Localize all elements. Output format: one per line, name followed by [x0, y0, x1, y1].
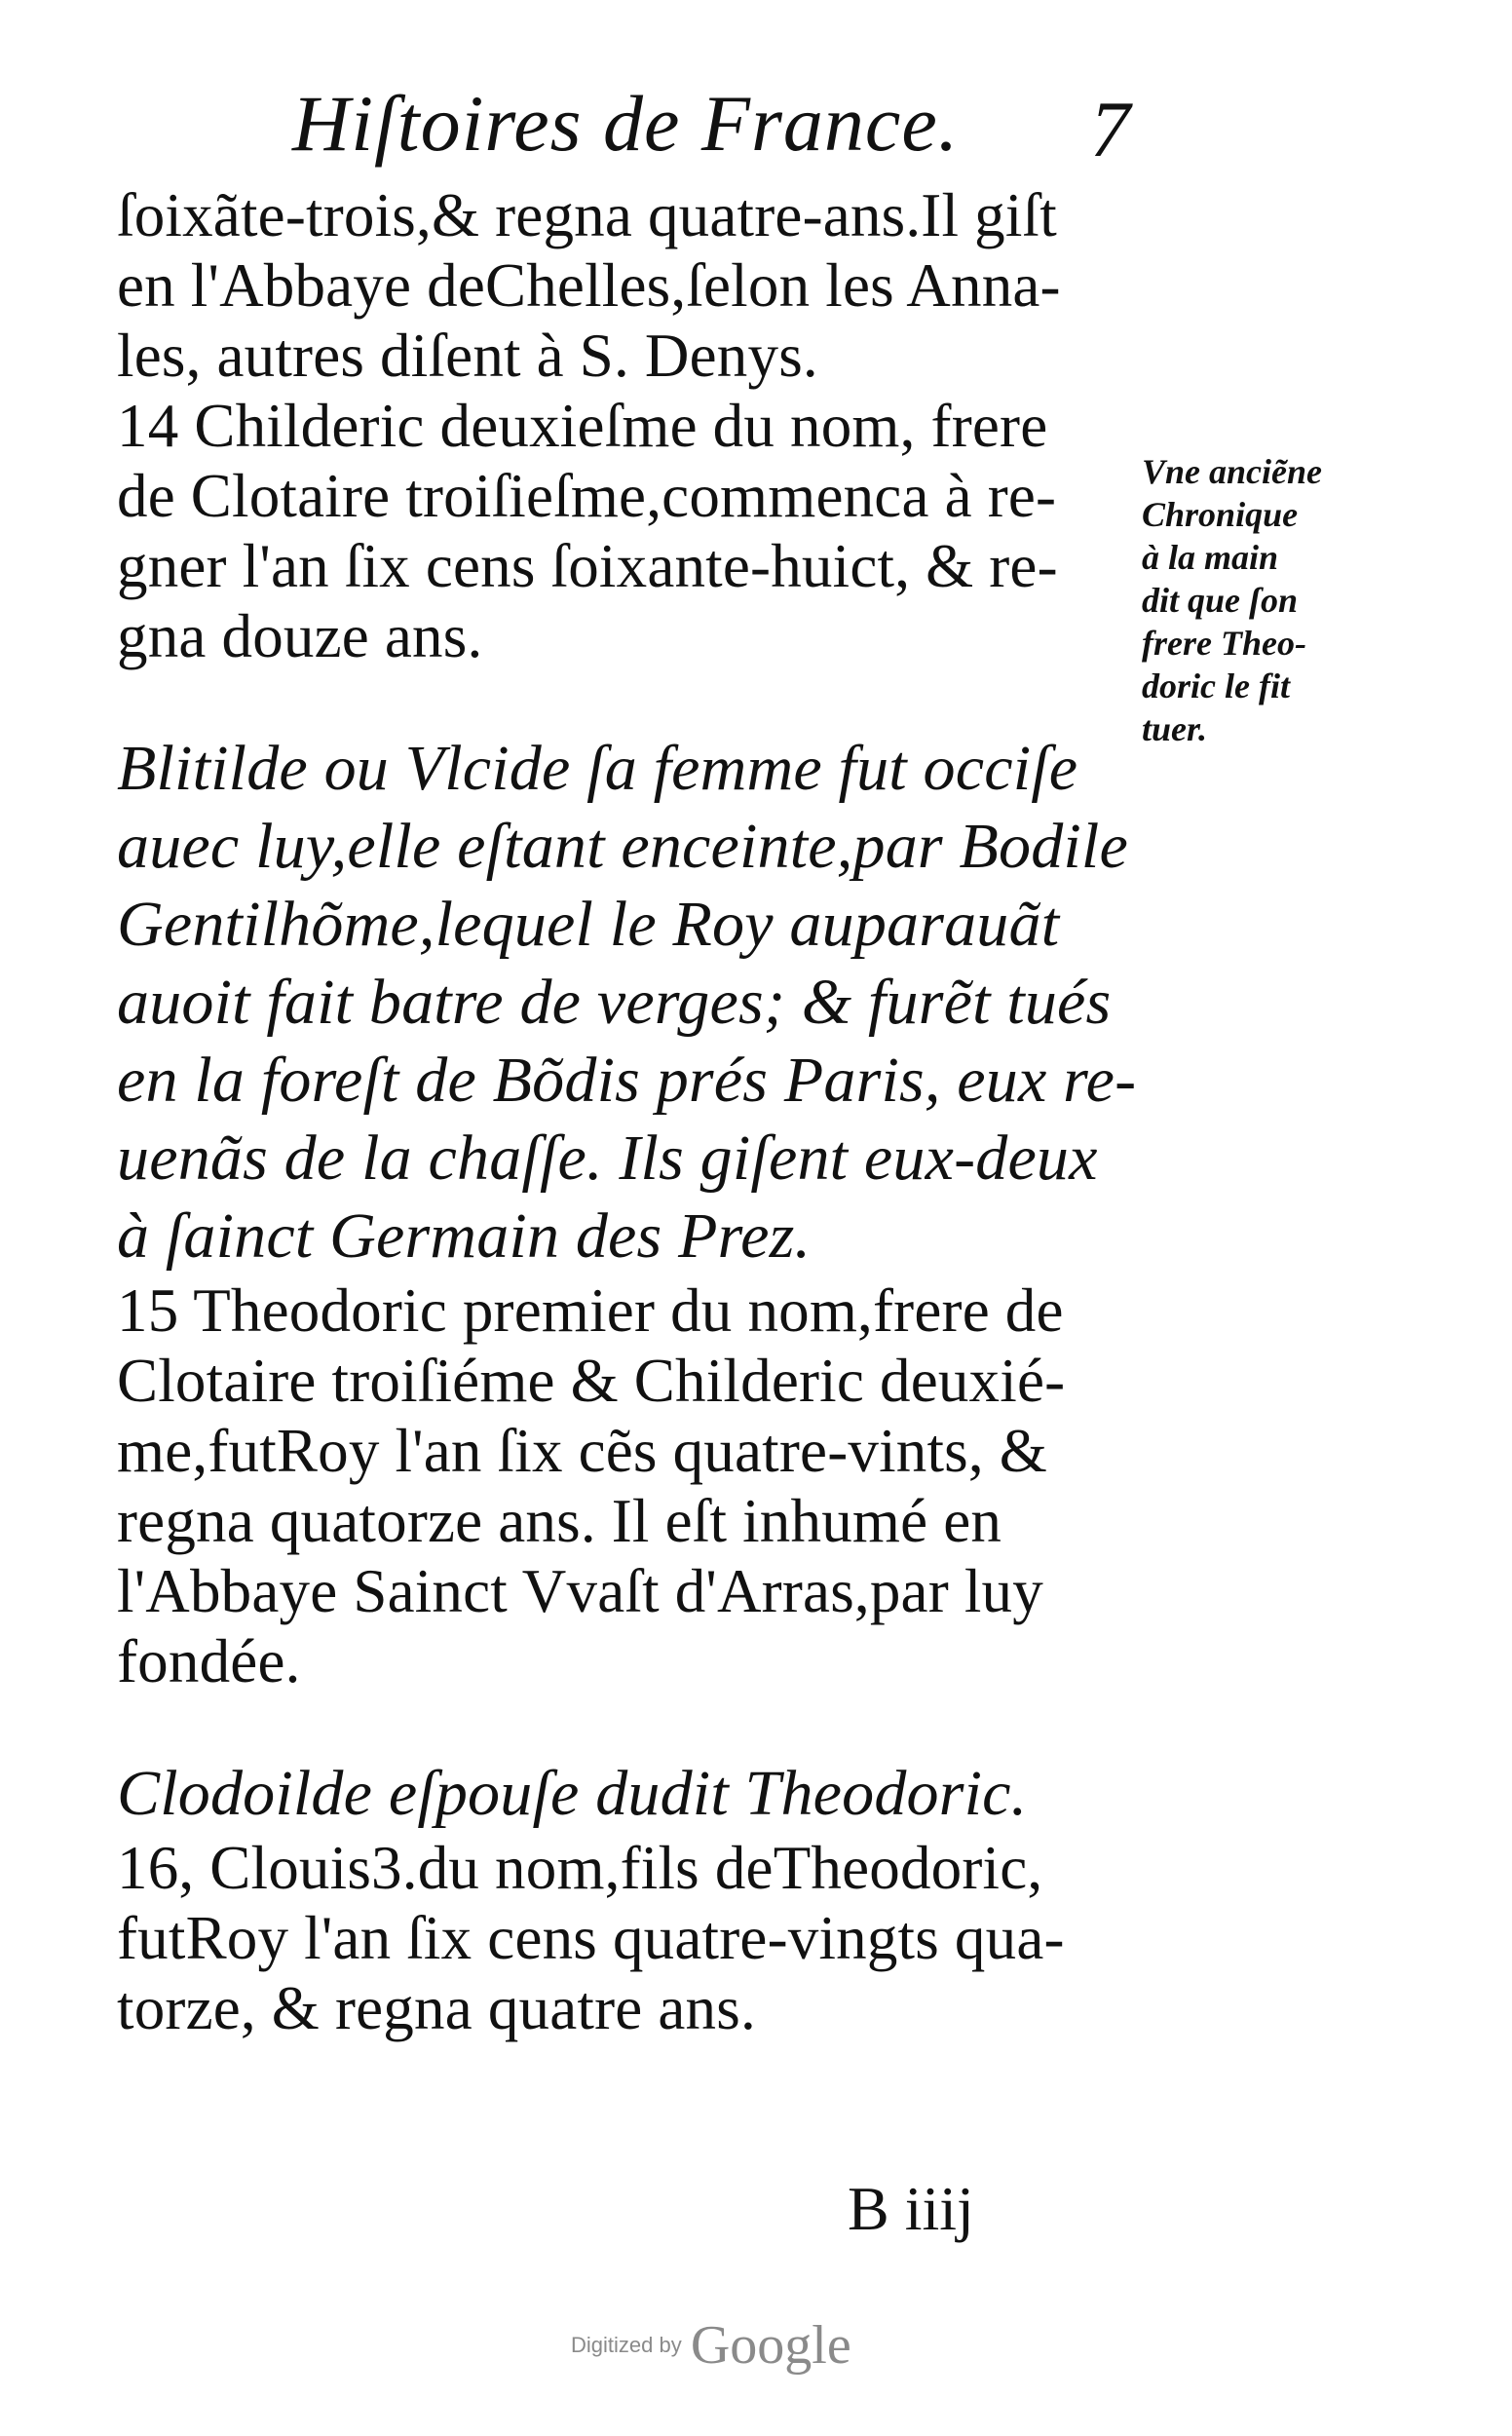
- text-line: l'Abbaye Sainct Vvaſt d'Arras,par luy: [117, 1557, 1043, 1625]
- margin-note-line: frere Theo-: [1142, 624, 1306, 663]
- text-line: 14 Childeric deuxieſme du nom, frere: [117, 392, 1048, 460]
- text-line: de Clotaire troiſieſme,commenca à re-: [117, 462, 1057, 530]
- margin-note-line: dit que ſon: [1142, 581, 1299, 620]
- text-line: en l'Abbaye deChelles,ſelon les Anna-: [117, 251, 1061, 320]
- page-number: 7: [1090, 85, 1130, 173]
- paragraph-clodoilde: [117, 1755, 1130, 1833]
- text-line: Blitilde ou Vlcide ſa femme fut occiſe: [117, 733, 1078, 804]
- paragraph-childeric: [117, 180, 1130, 671]
- text-line: Clodoilde eſpouſe dudit Theodoric.: [117, 1758, 1028, 1829]
- text-line: 16, Clouis3.du nom,fils deTheodoric,: [117, 1834, 1043, 1902]
- text-line: Gentilhõme,lequel le Roy auparauãt: [117, 889, 1060, 960]
- margin-note-line: Vne anciẽne: [1142, 452, 1322, 491]
- text-line: fondée.: [117, 1627, 301, 1695]
- margin-note-line: doric le fit: [1142, 666, 1290, 705]
- text-line: 15 Theodoric premier du nom,frere de: [117, 1276, 1064, 1345]
- paragraph-blitilde: [117, 730, 1137, 1275]
- text-line: ſoixãte-trois,& regna quatre-ans.Il giſt: [117, 181, 1057, 249]
- text-line: gna douze ans.: [117, 602, 483, 670]
- digitized-watermark: [571, 2314, 851, 2377]
- text-line: me,futRoy l'an ſix cẽs quatre-vints, &: [117, 1417, 1047, 1485]
- paragraph-theodoric: [117, 1275, 1130, 1696]
- margin-note-line: tuer.: [1142, 709, 1208, 748]
- text-line: uenãs de la chaſſe. Ils giſent eux-deux: [117, 1123, 1098, 1194]
- text-line: Clotaire troiſiéme & Childeric deuxié-: [117, 1347, 1066, 1415]
- text-line: futRoy l'an ſix cens quatre-vingts qua-: [117, 1904, 1065, 1972]
- text-line: torze, & regna quatre ans.: [117, 1974, 756, 2042]
- paragraph-clouis: [117, 1833, 1130, 2043]
- signature-mark: B iiij: [848, 2174, 974, 2243]
- margin-note: [1142, 450, 1395, 750]
- text-line: en la foreſt de Bõdis prés Paris, eux re-: [117, 1045, 1137, 1116]
- page-header: [292, 78, 1150, 185]
- running-title: Hiſtoires de France.: [292, 79, 960, 168]
- google-logo: Google: [690, 2315, 851, 2376]
- spacer: [117, 671, 1130, 730]
- margin-note-line: Chronique: [1142, 495, 1299, 534]
- text-line: auoit fait batre de verges; & furẽt tués: [117, 967, 1112, 1038]
- spacer: [117, 1696, 1130, 1755]
- main-text: [117, 180, 1137, 2043]
- text-line: les, autres diſent à S. Denys.: [117, 322, 818, 390]
- text-line: à ſainct Germain des Prez.: [117, 1200, 812, 1272]
- text-line: gner l'an ſix cens ſoixante-huict, & re-: [117, 532, 1058, 600]
- watermark-text: Digitized by: [571, 2333, 682, 2357]
- text-line: regna quatorze ans. Il eſt inhumé en: [117, 1487, 1002, 1555]
- text-line: auec luy,elle eſtant enceinte,par Bodile: [117, 811, 1128, 882]
- margin-note-line: à la main: [1142, 538, 1279, 577]
